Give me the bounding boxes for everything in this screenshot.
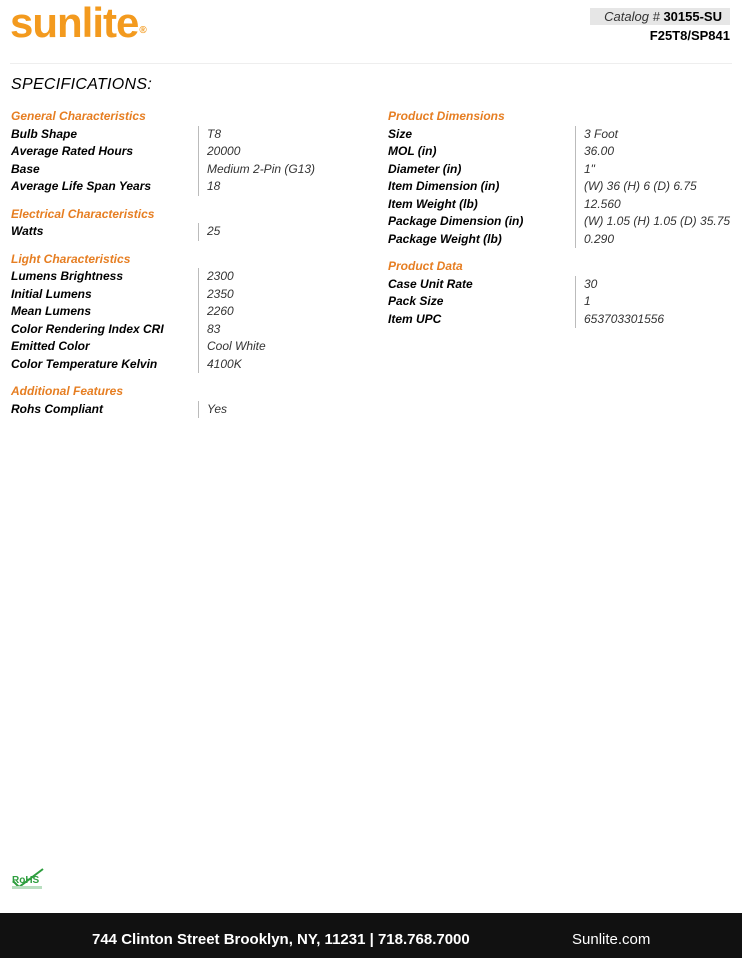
left-spec-column — [11, 106, 371, 428]
spec-row — [388, 178, 742, 196]
spec-value: 2350 — [198, 286, 234, 304]
spec-section — [11, 108, 371, 196]
spec-row — [388, 196, 742, 214]
spec-value: Yes — [198, 401, 227, 419]
spec-label: Watts — [11, 224, 44, 238]
rohs-logo — [10, 867, 46, 893]
spec-value: Medium 2-Pin (G13) — [198, 161, 315, 179]
spec-value: 83 — [198, 321, 220, 339]
spec-value: (W) 36 (H) 6 (D) 6.75 — [575, 178, 697, 196]
spec-row — [388, 311, 742, 329]
spec-row — [388, 161, 742, 179]
spec-section — [11, 383, 371, 418]
right-spec-column — [388, 106, 742, 338]
section-title: Product Dimensions — [388, 109, 505, 123]
spec-row — [388, 126, 742, 144]
spec-value: 4100K — [198, 356, 242, 374]
spec-label: Base — [11, 161, 40, 176]
spec-row — [388, 231, 742, 249]
header-divider — [10, 63, 732, 64]
spec-value: 20000 — [198, 143, 240, 161]
specifications-title: SPECIFICATIONS: — [11, 76, 153, 93]
model-number: F25T8/SP841 — [649, 28, 730, 43]
spec-label: Item UPC — [388, 311, 442, 326]
spec-value: 30 — [575, 276, 597, 294]
spec-row — [11, 321, 371, 339]
spec-value: 36.00 — [575, 143, 614, 161]
spec-label: Item Weight (lb) — [388, 196, 478, 211]
spec-value: 653703301556 — [575, 311, 664, 329]
spec-row — [11, 356, 371, 374]
svg-text:RoHS: RoHS — [12, 875, 40, 886]
spec-row — [388, 213, 742, 231]
section-title: Additional Features — [11, 384, 124, 398]
spec-value: 12.560 — [575, 196, 621, 214]
spec-section — [388, 108, 742, 248]
spec-value: T8 — [198, 126, 221, 144]
catalog-label: Catalog # — [604, 9, 660, 24]
spec-label: Package Dimension (in) — [388, 214, 524, 228]
spec-label: Mean Lumens — [11, 304, 92, 318]
spec-value: 2260 — [198, 303, 234, 321]
spec-value: 2300 — [198, 268, 234, 286]
spec-section — [388, 258, 742, 328]
catalog-number: 30155-SU — [663, 9, 722, 24]
spec-value: 25 — [198, 223, 220, 241]
spec-label: Color Rendering Index CRI — [11, 321, 164, 336]
spec-label: Bulb Shape — [11, 126, 78, 141]
spec-label: Diameter (in) — [388, 161, 462, 176]
spec-value: Cool White — [198, 338, 266, 356]
spec-row — [11, 286, 371, 304]
spec-row — [388, 293, 742, 311]
spec-label: Package Weight (lb) — [388, 231, 502, 246]
spec-label: Initial Lumens — [11, 286, 92, 301]
spec-label: Average Life Span Years — [11, 179, 152, 193]
section-title: Product Data — [388, 259, 463, 273]
footer-address: 744 Clinton Street Brooklyn, NY, 11231 | 718.768.7000 — [92, 931, 470, 948]
spec-label: Lumens Brightness — [11, 269, 124, 283]
spec-row — [11, 178, 371, 196]
spec-label: Size — [388, 126, 413, 141]
spec-row — [11, 268, 371, 286]
section-title: Light Characteristics — [11, 251, 131, 266]
spec-row — [388, 143, 742, 161]
registered-mark: ® — [139, 25, 146, 36]
catalog-number-box — [590, 8, 730, 25]
spec-label: MOL (in) — [388, 144, 437, 158]
spec-label: Case Unit Rate — [388, 276, 473, 291]
footer-bar — [0, 913, 742, 958]
spec-label: Rohs Compliant — [11, 401, 103, 416]
spec-value: (W) 1.05 (H) 1.05 (D) 35.75 — [575, 213, 730, 231]
spec-section — [11, 206, 371, 241]
spec-row — [11, 401, 371, 419]
spec-value: 0.290 — [575, 231, 614, 249]
spec-label: Emitted Color — [11, 339, 90, 353]
spec-value: 18 — [198, 178, 220, 196]
spec-label: Color Temperature Kelvin — [11, 356, 158, 371]
spec-row — [11, 223, 371, 241]
spec-row — [11, 338, 371, 356]
spec-value: 1" — [575, 161, 595, 179]
section-title: Electrical Characteristics — [11, 206, 155, 221]
spec-row — [11, 161, 371, 179]
logo-text: sunlite — [10, 0, 139, 46]
spec-section — [11, 251, 371, 374]
sunlite-logo — [10, 2, 146, 44]
spec-row — [11, 126, 371, 144]
section-title: General Characteristics — [11, 109, 146, 123]
spec-row — [388, 276, 742, 294]
spec-label: Pack Size — [388, 294, 444, 308]
spec-row — [11, 303, 371, 321]
spec-row — [11, 143, 371, 161]
spec-label: Average Rated Hours — [11, 144, 134, 158]
spec-value: 1 — [575, 293, 591, 311]
footer-website-link[interactable]: Sunlite.com — [572, 931, 651, 948]
spec-label: Item Dimension (in) — [388, 179, 500, 193]
spec-value: 3 Foot — [575, 126, 618, 144]
